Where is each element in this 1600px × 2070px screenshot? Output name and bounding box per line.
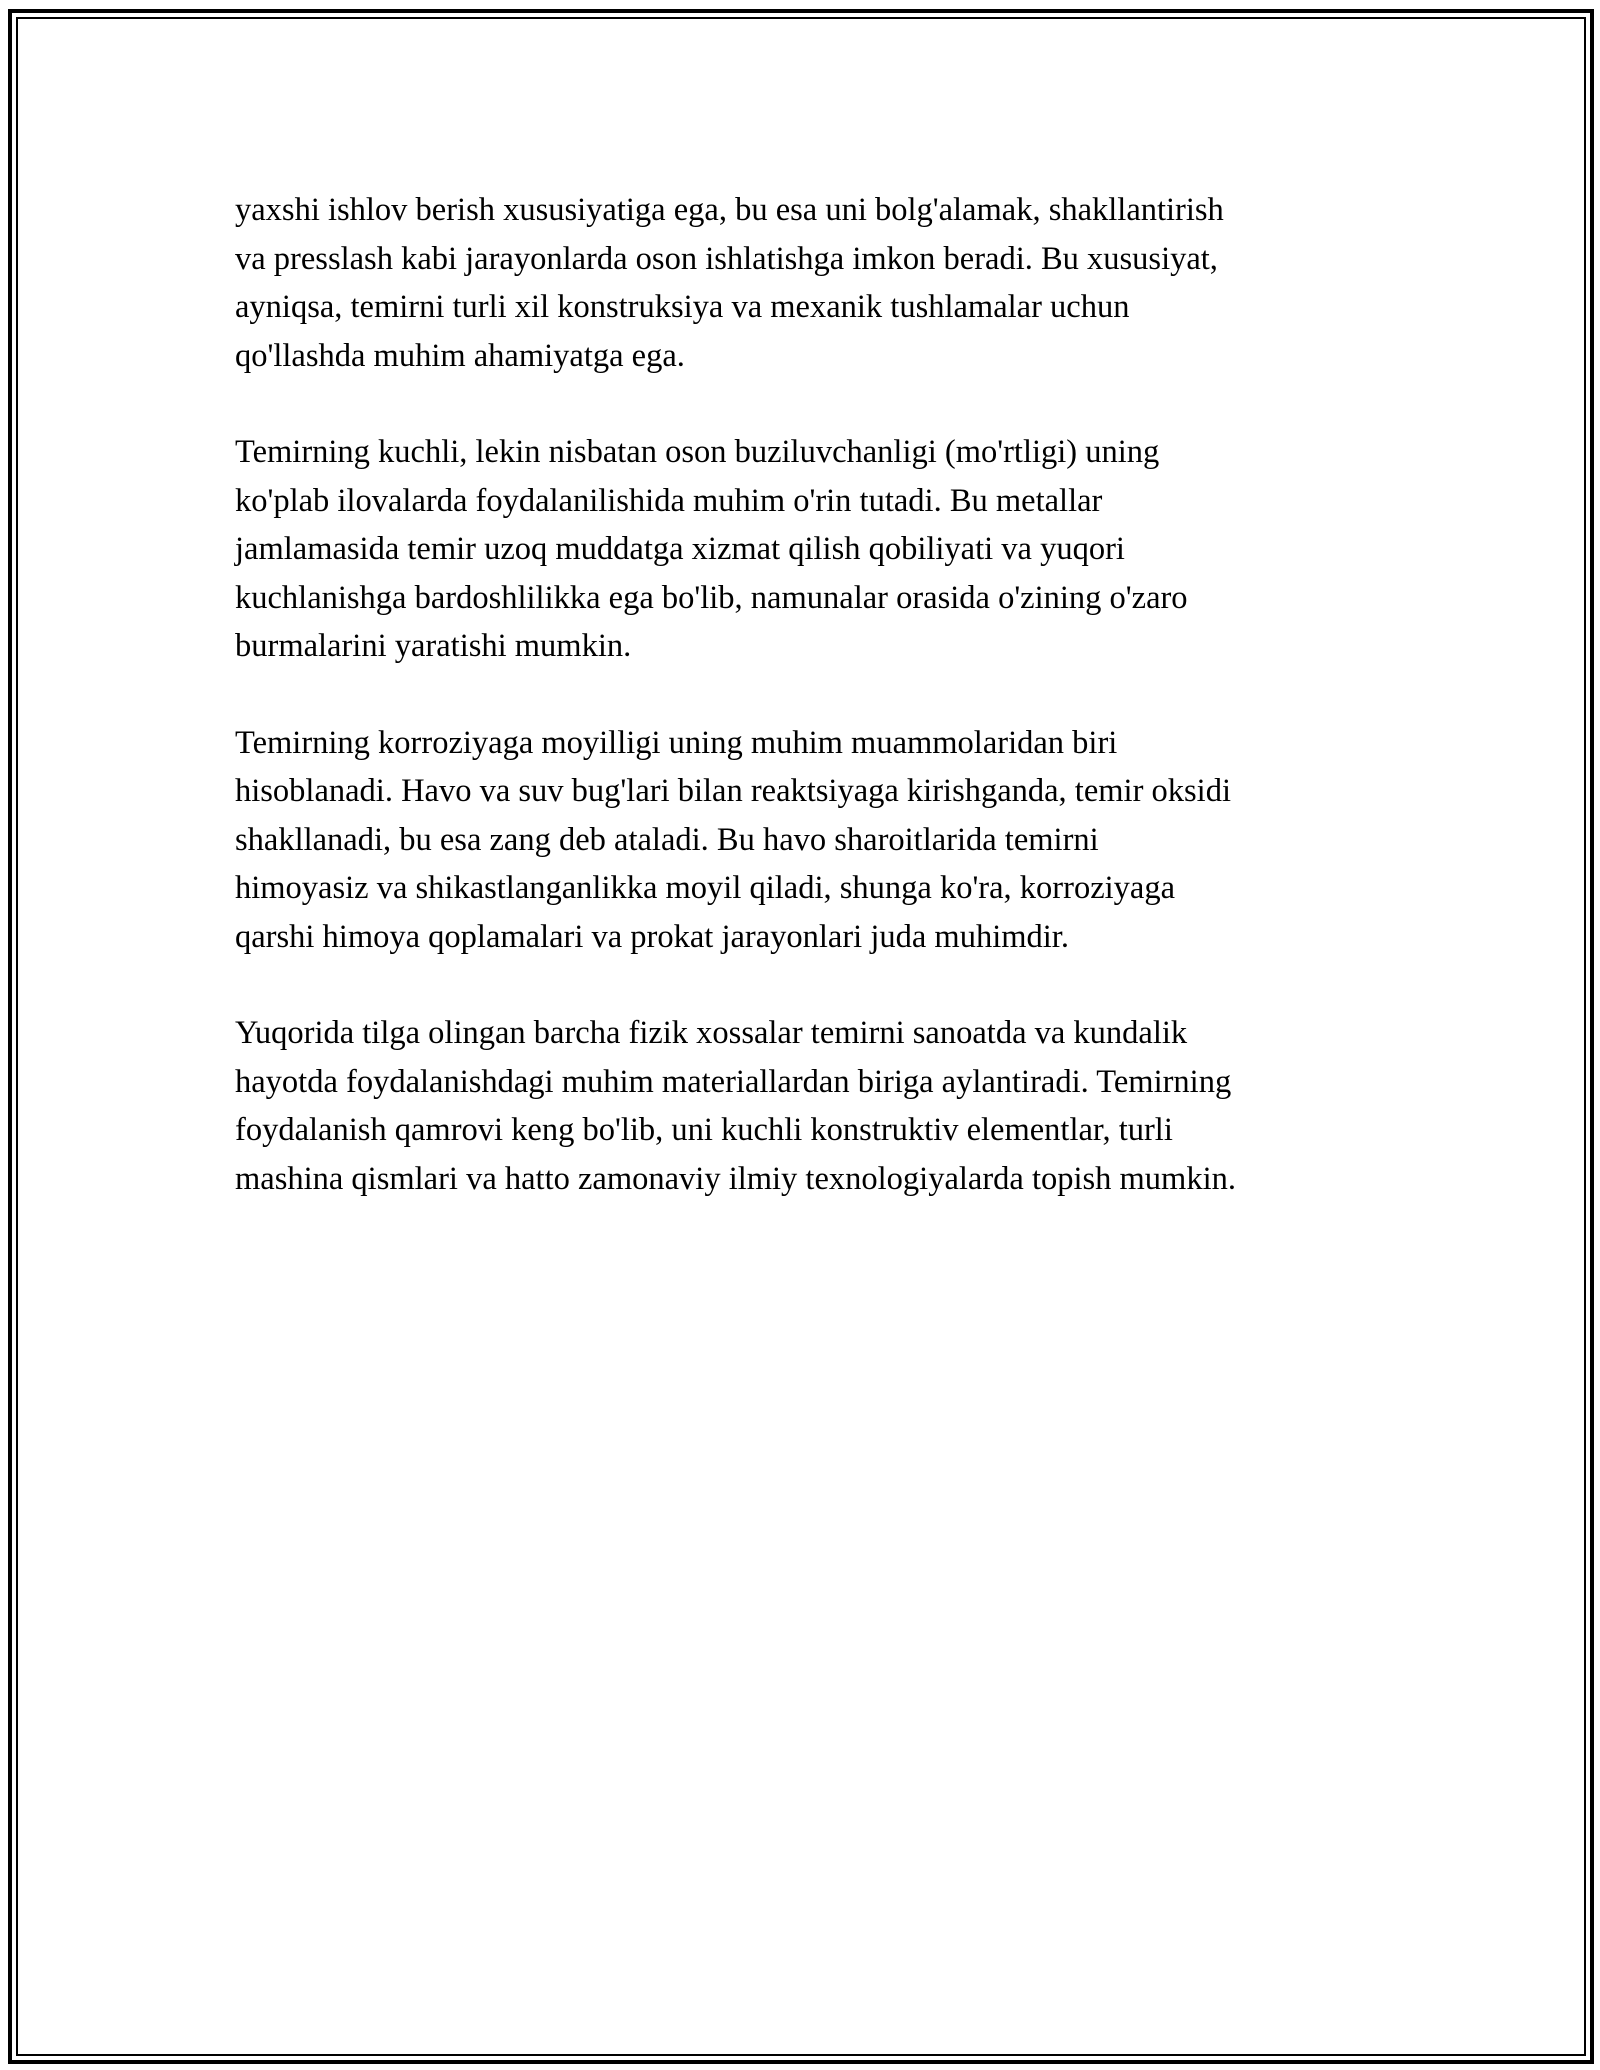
text-line: qo'llashda muhim ahamiyatga ega.: [235, 337, 685, 374]
text-line: yaxshi ishlov berish xususiyatiga ega, bu esa uni bolg'alamak, shakllantirish: [235, 192, 1224, 228]
text-line: ko'plab ilovalarda foydalanilishida muhim o'rin tutadi. Bu metallar: [235, 482, 1103, 519]
paragraph-2: [235, 428, 1375, 671]
paragraph-4: [235, 1009, 1375, 1203]
text-line: qarshi himoya qoplamalari va prokat jarayonlari juda muhimdir.: [235, 918, 1069, 955]
text-line: Yuqorida tilga olingan barcha fizik xossalar temirni sanoatda va kundalik: [235, 1015, 1188, 1051]
paragraph-1: [235, 186, 1375, 380]
text-line: shakllanadi, bu esa zang deb ataladi. Bu havo sharoitlarida temirni: [235, 821, 1099, 858]
document-body: [235, 186, 1375, 1251]
text-line: kuchlanishga bardoshlilikka ega bo'lib, namunalar orasida o'zining o'zaro: [235, 579, 1188, 616]
paragraph-3: [235, 719, 1375, 962]
text-line: himoyasiz va shikastlanganlikka moyil qiladi, shunga ko'ra, korroziyaga: [235, 870, 1176, 906]
text-line: hisoblanadi. Havo va suv bug'lari bilan reaktsiyaga kirishganda, temir oksidi: [235, 773, 1231, 809]
text-line: ayniqsa, temirni turli xil konstruksiya va mexanik tushlamalar uchun: [235, 289, 1130, 325]
text-line: jamlamasida temir uzoq muddatga xizmat qilish qobiliyati va yuqori: [235, 531, 1125, 567]
text-line: Temirning kuchli, lekin nisbatan oson buziluvchanligi (mo'rtligi) uning: [235, 434, 1160, 470]
text-line: mashina qismlari va hatto zamonaviy ilmiy texnologiyalarda topish mumkin.: [235, 1160, 1236, 1197]
text-line: va presslash kabi jarayonlarda oson ishlatishga imkon beradi. Bu xususiyat,: [235, 240, 1218, 277]
text-line: foydalanish qamrovi keng bo'lib, uni kuchli konstruktiv elementlar, turli: [235, 1112, 1173, 1148]
text-line: burmalarini yaratishi mumkin.: [235, 628, 632, 664]
text-line: Temirning korroziyaga moyilligi uning muhim muammolaridan biri: [235, 724, 1118, 761]
text-line: hayotda foydalanishdagi muhim materiallardan biriga aylantiradi. Temirning: [235, 1063, 1232, 1100]
